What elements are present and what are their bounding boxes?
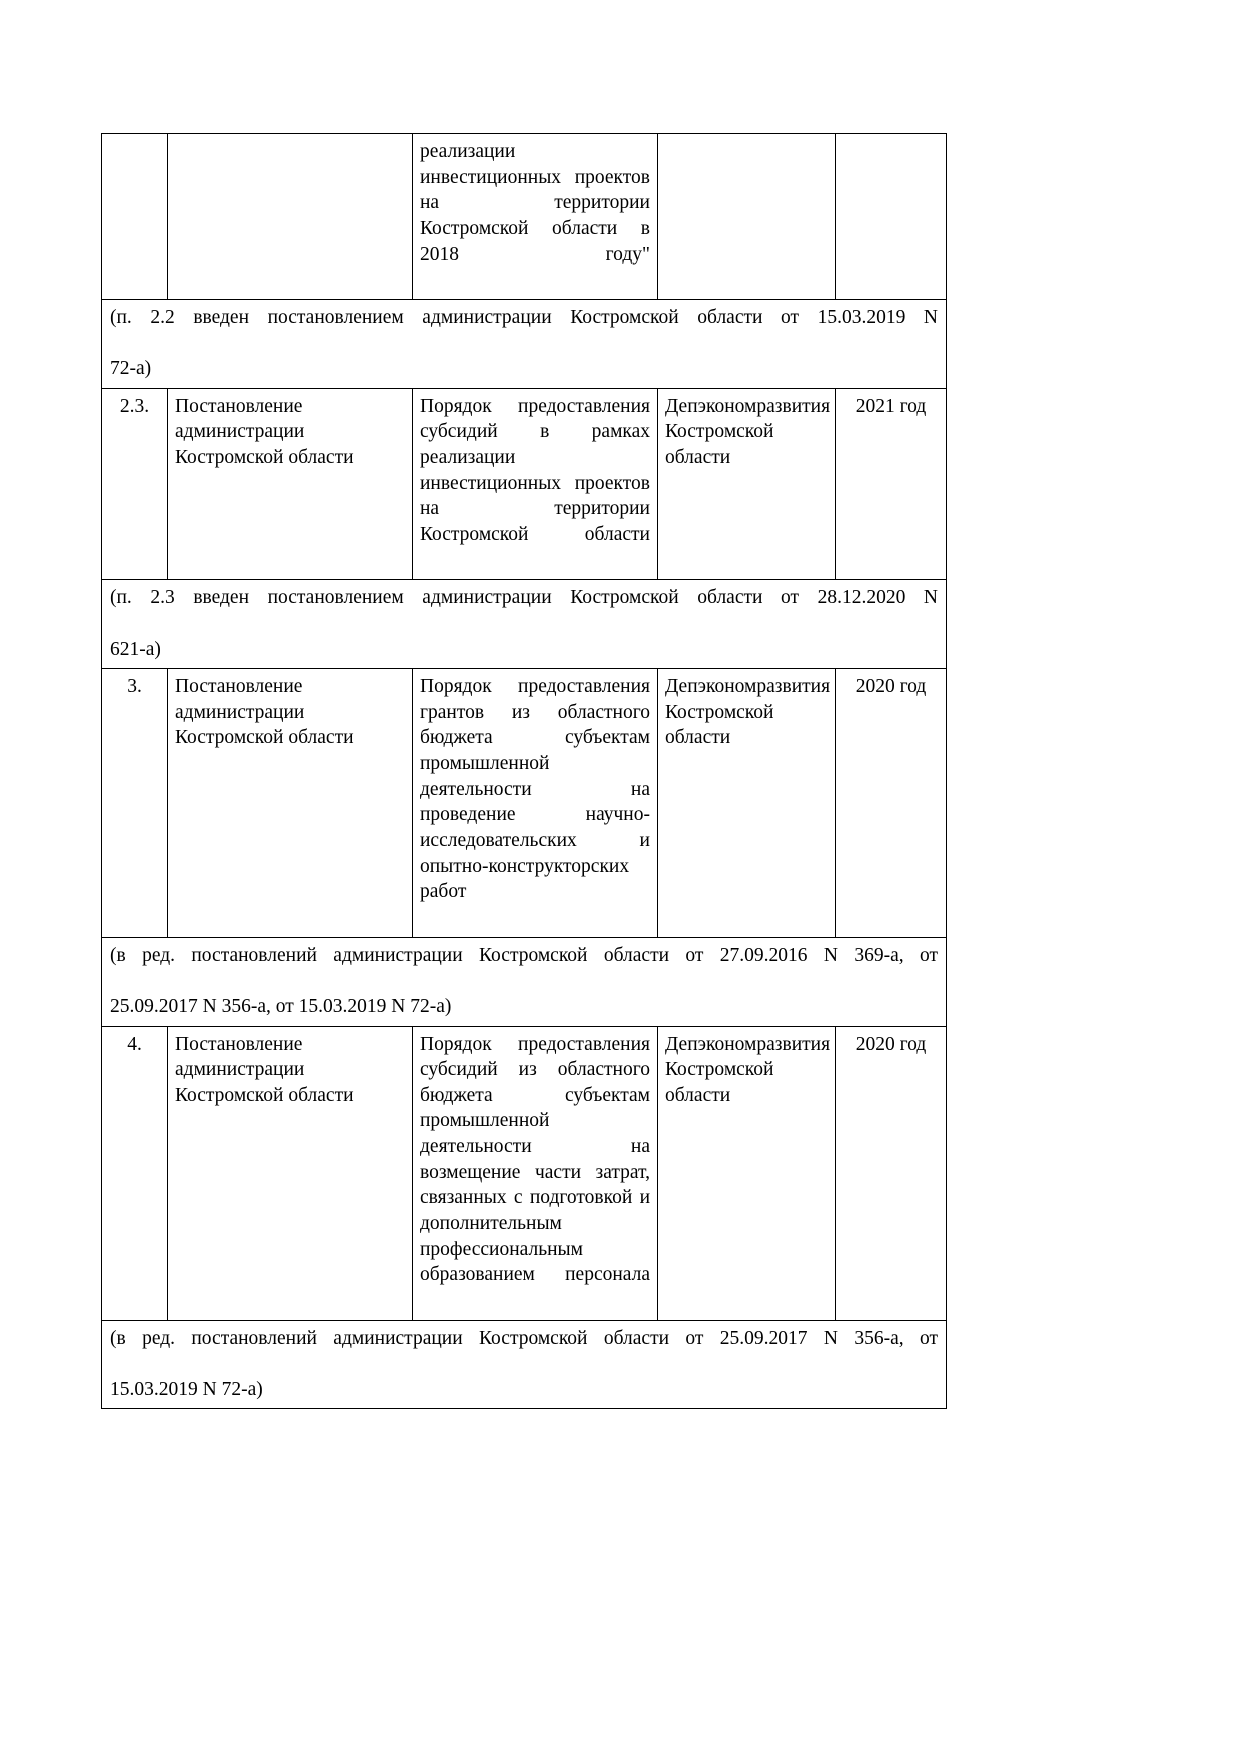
cell-act: Постановление администрации Костромской области [168,388,413,579]
cell-number: 4. [102,1026,168,1320]
amendment-note [102,299,947,388]
amendment-note-line1: (п. 2.3 введен постановлением администрации Костромской области от 28.12.2020 N [110,587,938,609]
description-text: Порядок предоставления субсидий из областного бюджета субъектам промышленной деятельности на возмещение части затрат, связанных с подготовкой и дополнительным профессиональным образованием персонала [420,1033,650,1286]
table-note-row [102,1320,947,1409]
table-note-row [102,937,947,1026]
table-row [102,388,947,579]
amendment-note-line2: 25.09.2017 N 356-а, от 15.03.2019 N 72-а) [110,995,452,1017]
amendment-note-line2: 72-а) [110,358,152,380]
cell-act [168,134,413,300]
cell-organization: Депэкономразвития Костромской области [658,388,836,579]
description-text: реализации инвестиционных проектов на территории Костромской области в 2018 году" [420,141,650,265]
cell-organization: Депэкономразвития Костромской области [658,669,836,937]
cell-description [413,388,658,579]
amendment-note [102,937,947,1026]
cell-act: Постановление администрации Костромской области [168,669,413,937]
amendment-note [102,580,947,669]
cell-year: 2020 год [836,669,947,937]
cell-organization: Депэкономразвития Костромской области [658,1026,836,1320]
amendment-note-line1: (в ред. постановлений администрации Костромской области от 25.09.2017 N 356-а, от [110,1327,938,1349]
description-text: Порядок предоставления грантов из областного бюджета субъектам промышленной деятельности на проведение научно-исследовательских и опытно-конструкторских работ [420,676,650,903]
cell-description [413,1026,658,1320]
cell-organization [658,134,836,300]
table-row [102,1026,947,1320]
amendment-note-line2: 621-а) [110,638,161,660]
cell-number: 2.3. [102,388,168,579]
amendment-note [102,1320,947,1409]
table-note-row [102,580,947,669]
cell-number: 3. [102,669,168,937]
cell-year: 2020 год [836,1026,947,1320]
table-note-row [102,299,947,388]
cell-act: Постановление администрации Костромской области [168,1026,413,1320]
description-text: Порядок предоставления субсидий в рамках реализации инвестиционных проектов на территории Костромской области [420,395,650,545]
cell-year: 2021 год [836,388,947,579]
amendment-note-line2: 15.03.2019 N 72-а) [110,1378,263,1400]
cell-description [413,669,658,937]
table-row [102,669,947,937]
table-row [102,134,947,300]
amendment-note-line1: (п. 2.2 введен постановлением администрации Костромской области от 15.03.2019 N [110,306,938,328]
legal-acts-table [101,133,947,1409]
cell-year [836,134,947,300]
cell-description [413,134,658,300]
cell-number [102,134,168,300]
amendment-note-line1: (в ред. постановлений администрации Костромской области от 27.09.2016 N 369-а, от [110,944,938,966]
